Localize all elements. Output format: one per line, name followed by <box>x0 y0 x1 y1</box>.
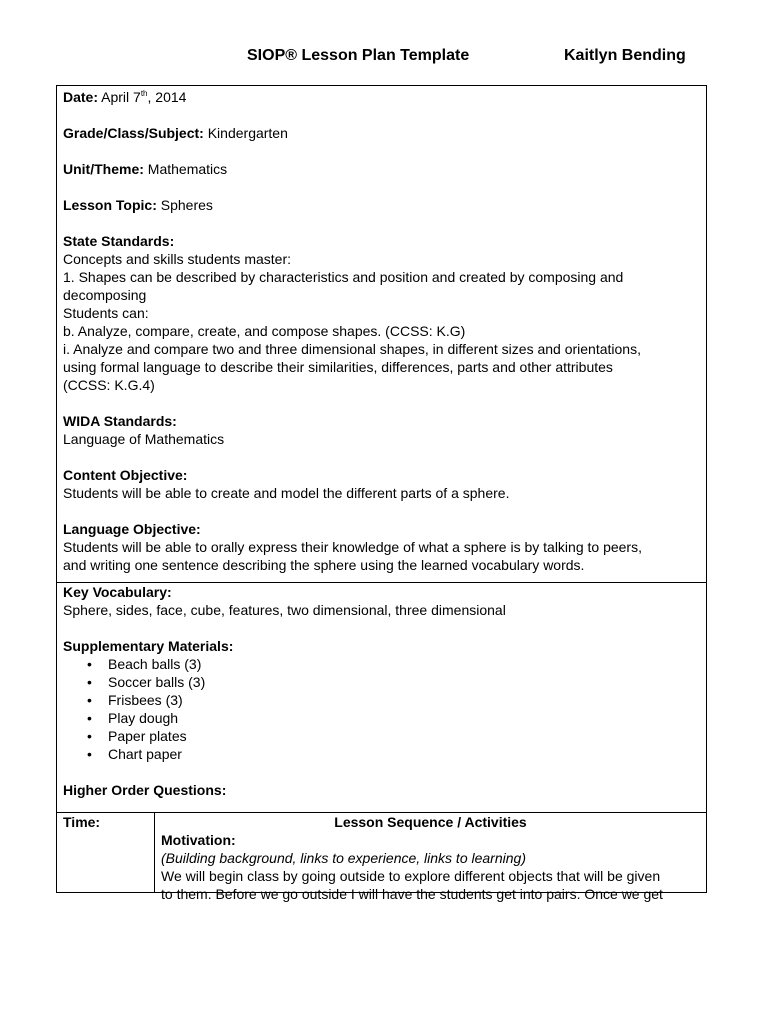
state-standards-line: i. Analyze and compare two and three dimensional shapes, in different sizes and orientations, <box>63 341 641 357</box>
state-standards-line: Students can: <box>63 305 149 321</box>
wida-standards-value: Language of Mathematics <box>63 431 225 447</box>
higher-order-questions-label: Higher Order Questions: <box>63 782 227 798</box>
date-value: April 7 <box>101 89 141 105</box>
time-column <box>57 813 155 892</box>
content-objective-label: Content Objective: <box>63 467 188 483</box>
date-year: , 2014 <box>147 89 187 105</box>
unit-field <box>63 160 700 178</box>
language-objective-line: and writing one sentence describing the sphere using the learned vocabulary words. <box>63 557 585 573</box>
unit-label: Unit/Theme: <box>63 161 144 177</box>
document-header <box>0 47 768 69</box>
list-item: • Soccer balls (3) <box>63 673 700 691</box>
lesson-sequence-heading: Lesson Sequence / Activities <box>334 814 527 830</box>
motivation-label: Motivation: <box>161 832 236 848</box>
language-objective-line: Students will be able to orally express their knowledge of what a sphere is by talking to peers, <box>63 539 642 555</box>
date-superscript: th <box>140 89 148 98</box>
grade-value: Kindergarten <box>207 125 288 141</box>
motivation-line: We will begin class by going outside to explore different objects that will be given <box>161 868 661 884</box>
time-label: Time: <box>63 814 101 830</box>
wida-standards-label: WIDA Standards: <box>63 413 177 429</box>
unit-value: Mathematics <box>147 161 228 177</box>
activities-column <box>155 813 706 902</box>
content-objective-value: Students will be able to create and model the different parts of a sphere. <box>63 485 510 501</box>
grade-label: Grade/Class/Subject: <box>63 125 204 141</box>
motivation-note: (Building background, links to experience, links to learning) <box>161 850 526 866</box>
list-item: • Frisbees (3) <box>63 691 700 709</box>
vocabulary-field <box>63 583 700 619</box>
state-standards-line: (CCSS: K.G.4) <box>63 377 155 393</box>
wida-standards-field <box>63 412 700 448</box>
topic-field <box>63 196 700 214</box>
date-field <box>63 88 700 106</box>
state-standards-line: 1. Shapes can be described by characteristics and position and created by composing and <box>63 269 624 285</box>
date-label: Date: <box>63 89 99 105</box>
lesson-info-cell <box>57 86 706 583</box>
list-item: • Beach balls (3) <box>63 655 700 673</box>
list-item: • Paper plates <box>63 727 700 745</box>
state-standards-line: using formal language to describe their similarities, differences, parts and other attributes <box>63 359 613 375</box>
author-name: Kaitlyn Bending <box>564 47 686 64</box>
state-standards-line: decomposing <box>63 287 147 303</box>
materials-list <box>63 655 700 763</box>
vocabulary-value: Sphere, sides, face, cube, features, two dimensional, three dimensional <box>63 602 506 618</box>
lesson-plan-table <box>56 85 707 902</box>
state-standards-line: b. Analyze, compare, create, and compose shapes. (CCSS: K.G) <box>63 323 466 339</box>
content-objective-field <box>63 466 700 502</box>
document-title: SIOP® Lesson Plan Template <box>247 47 470 64</box>
higher-order-questions-field <box>63 781 700 799</box>
language-objective-field <box>63 520 700 574</box>
state-standards-label: State Standards: <box>63 233 175 249</box>
state-standards-line: Concepts and skills students master: <box>63 251 291 267</box>
materials-label: Supplementary Materials: <box>63 638 234 654</box>
vocabulary-label: Key Vocabulary: <box>63 584 172 600</box>
list-item: • Play dough <box>63 709 700 727</box>
lesson-sequence-row <box>57 813 706 902</box>
list-item: • Chart paper <box>63 745 700 763</box>
topic-value: Spheres <box>160 197 213 213</box>
materials-field <box>63 637 700 763</box>
language-objective-label: Language Objective: <box>63 521 201 537</box>
topic-label: Lesson Topic: <box>63 197 157 213</box>
materials-cell <box>57 583 706 813</box>
motivation-line: to them. Before we go outside I will have the students get into pairs. Once we get <box>161 886 663 902</box>
state-standards-field <box>63 232 700 394</box>
grade-field <box>63 124 700 142</box>
